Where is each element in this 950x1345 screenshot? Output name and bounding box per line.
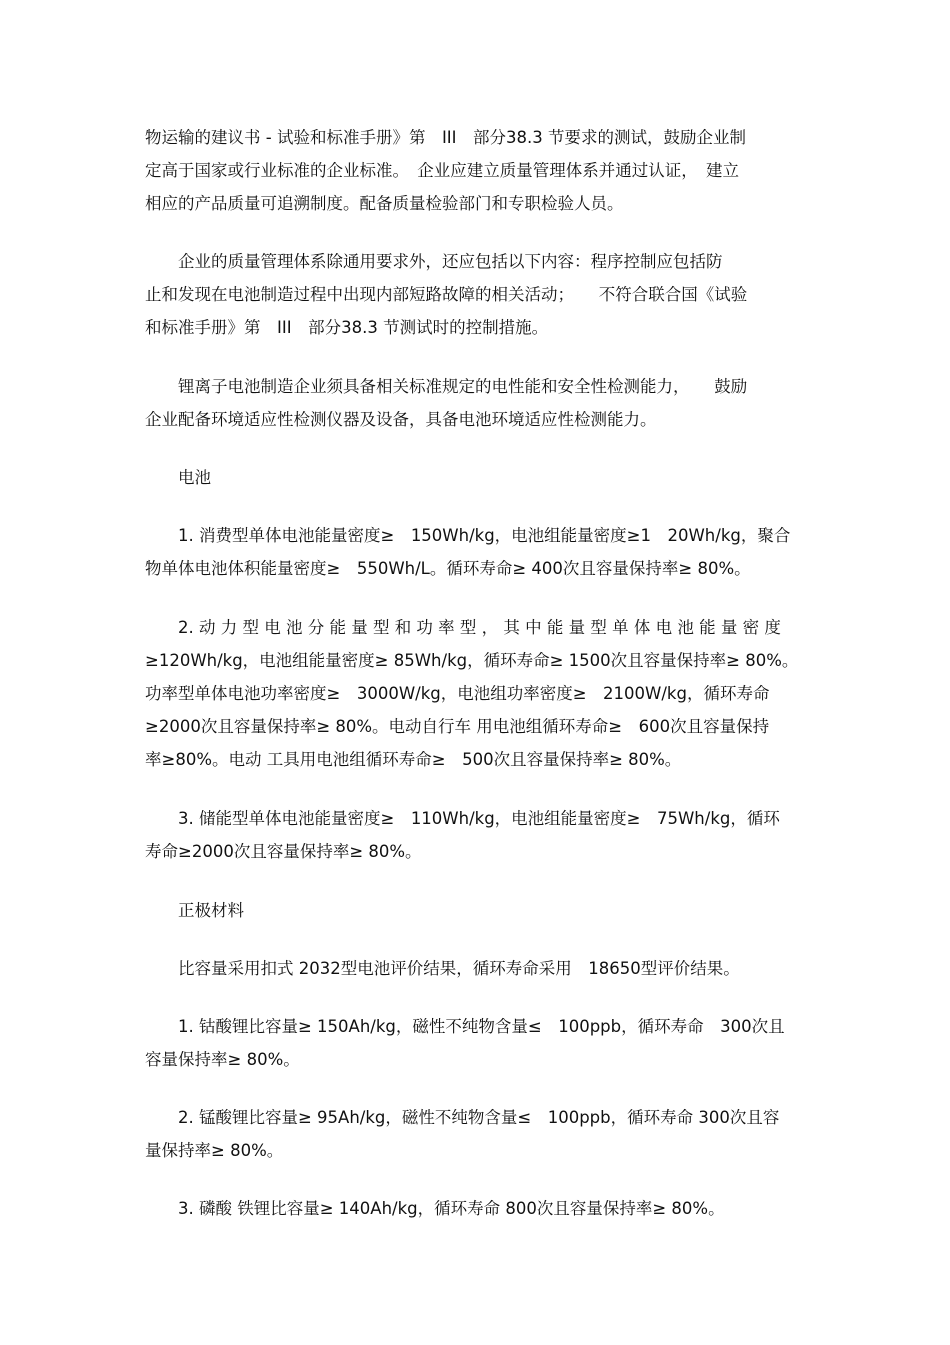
- text-line: ≥2000次且容量保持率≥ 80%。电动自行车 用电池组循环寿命≥ 600次且容量保持: [145, 717, 770, 736]
- text-line: 3. 储能型单体电池能量密度≥ 110Wh/kg，电池组能量密度≥ 75Wh/kg，循环: [178, 809, 780, 828]
- text-line: 容量保持率≥ 80%。: [145, 1050, 300, 1069]
- section-heading-battery: [145, 461, 810, 494]
- text-line: 电池: [178, 468, 211, 487]
- text-line: 量保持率≥ 80%。: [145, 1141, 284, 1160]
- text-line: 企业的质量管理体系除通用要求外，还应包括以下内容：程序控制应包括防: [178, 252, 723, 271]
- text-line: 2. 动 力 型 电 池 分 能 量 型 和 功 率 型 ， 其 中 能 量 型 单 体 电 池 能 量 密 度: [178, 618, 781, 637]
- text-line: 企业配备环境适应性检测仪器及设备，具备电池环境适应性检测能力。: [145, 410, 657, 429]
- text-line: ≥120Wh/kg，电池组能量密度≥ 85Wh/kg，循环寿命≥ 1500次且容量保持率≥ 80%。: [145, 651, 799, 670]
- paragraph-lithium-cobalt-oxide: [145, 1010, 810, 1076]
- text-line: 止和发现在电池制造过程中出现内部短路故障的相关活动； 不符合联合国《试验: [145, 285, 748, 304]
- paragraph-quality-management: [145, 245, 810, 344]
- text-line: 锂离子电池制造企业须具备相关标准规定的电性能和安全性检测能力， 鼓励: [178, 377, 748, 396]
- text-line: 寿命≥2000次且容量保持率≥ 80%。: [145, 842, 422, 861]
- text-line: 定高于国家或行业标准的企业标准。 企业应建立质量管理体系并通过认证， 建立: [145, 161, 739, 180]
- text-line: 2. 锰酸锂比容量≥ 95Ah/kg，磁性不纯物含量≤ 100ppb，循环寿命 300次且容: [178, 1108, 780, 1127]
- section-heading-cathode: [145, 894, 810, 927]
- paragraph-testing-requirements: [145, 121, 810, 220]
- paragraph-power-battery: [145, 611, 810, 776]
- paragraph-evaluation-method: [145, 952, 810, 985]
- paragraph-testing-capability: [145, 370, 810, 436]
- text-line: 率≥80%。电动 工具用电池组循环寿命≥ 500次且容量保持率≥ 80%。: [145, 750, 682, 769]
- paragraph-lithium-manganate: [145, 1101, 810, 1167]
- text-line: 比容量采用扣式 2032型电池评价结果，循环寿命采用 18650型评价结果。: [178, 959, 740, 978]
- text-line: 相应的产品质量可追溯制度。配备质量检验部门和专职检验人员。: [145, 194, 624, 213]
- text-line: 和标准手册》第 III 部分38.3 节测试时的控制措施。: [145, 318, 549, 337]
- text-line: 功率型单体电池功率密度≥ 3000W/kg，电池组功率密度≥ 2100W/kg，循环寿命: [145, 684, 770, 703]
- paragraph-lithium-iron-phosphate: [145, 1192, 810, 1225]
- text-line: 1. 钴酸锂比容量≥ 150Ah/kg，磁性不纯物含量≤ 100ppb，循环寿命 300次且: [178, 1017, 785, 1036]
- text-line: 正极材料: [178, 901, 244, 920]
- text-line: 1. 消费型单体电池能量密度≥ 150Wh/kg，电池组能量密度≥1 20Wh/kg，聚合: [178, 526, 791, 545]
- paragraph-consumer-battery: [145, 519, 810, 585]
- paragraph-storage-battery: [145, 802, 810, 868]
- text-line: 3. 磷酸 铁锂比容量≥ 140Ah/kg，循环寿命 800次且容量保持率≥ 80%。: [178, 1199, 725, 1218]
- text-line: 物运输的建议书 - 试验和标准手册》第 III 部分38.3 节要求的测试，鼓励企业制: [145, 128, 747, 147]
- text-line: 物单体电池体积能量密度≥ 550Wh/L。循环寿命≥ 400次且容量保持率≥ 80%。: [145, 559, 751, 578]
